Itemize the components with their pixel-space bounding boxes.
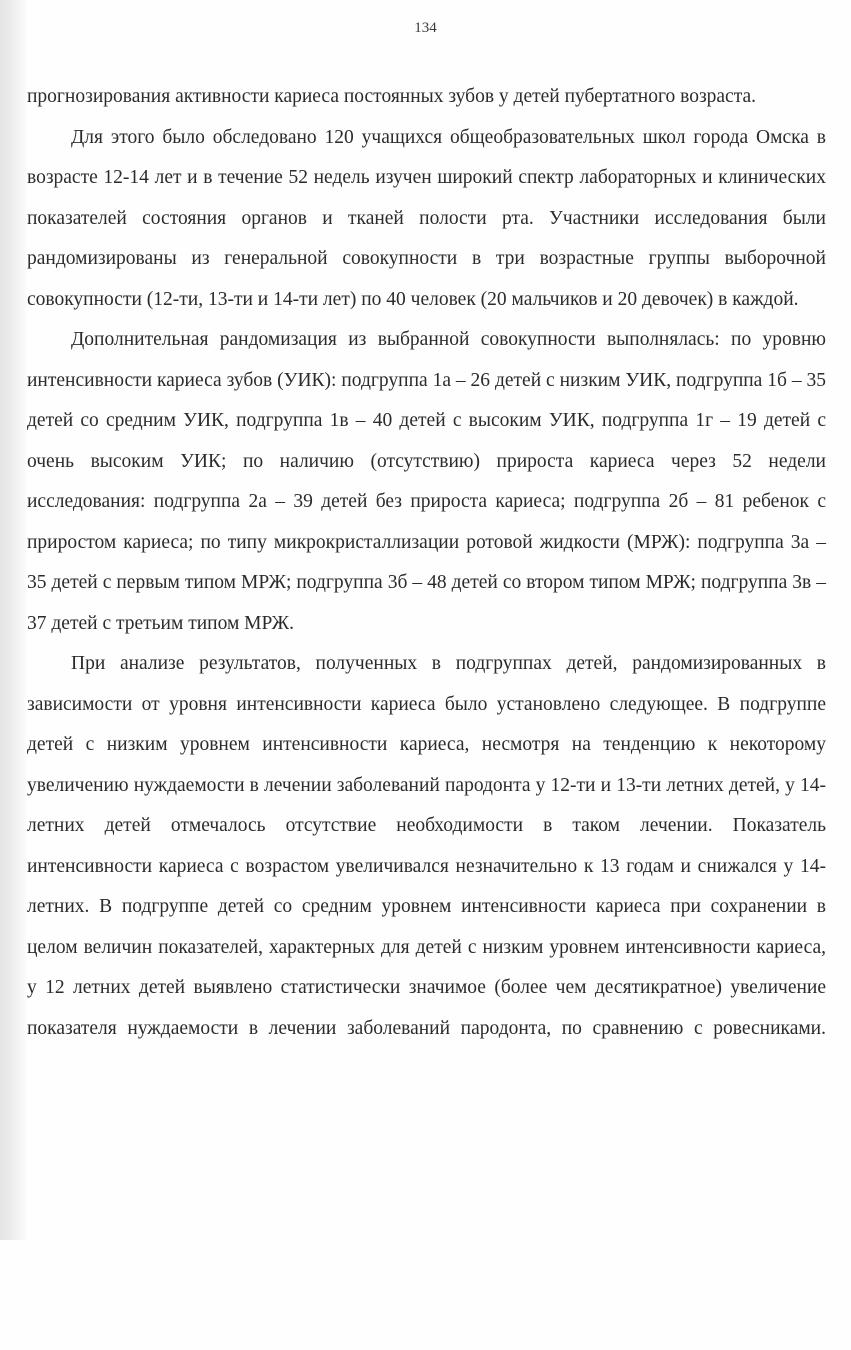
page-number: 134 <box>414 20 437 36</box>
paragraph-study-design: Для этого было обследовано 120 учащихся общеобразовательных школ города Омска в возрасте 12-14 лет и в течение 52 недель изучен широкий спектр лабораторных и клинических показателей состояния органов и тканей полости рта. Участники исследования были рандомизированы из генеральной совокупности в три возрастные группы выборочной совокупности (12-ти, 13-ти и 14-ти лет) по 40 человек (20 мальчиков и 20 девочек) в каждой. <box>27 126 826 310</box>
scan-edge-shadow <box>0 0 26 1240</box>
paragraph-continuation: прогнозирования активности кариеса постоянных зубов у детей пубертатного возраста. <box>27 86 756 107</box>
body-text <box>27 77 826 1049</box>
paragraph-results-analysis: При анализе результатов, полученных в подгруппах детей, рандомизированных в зависимости от уровня интенсивности кариеса было установлено следующее. В подгруппе детей с низким уровнем интенсивности кариеса, несмотря на тенденцию к некоторому увеличению нуждаемости в лечении заболеваний пародонта у 12-ти и 13-ти летних детей, у 14-летних детей отмечалось отсутствие необходимости в таком лечении. Показатель интенсивности кариеса с возрастом увеличивался незначительно к 13 годам и снижался у 14-летних. В подгруппе детей со средним уровнем интенсивности кариеса при сохранении в целом величин показателей, характерных для детей с низким уровнем интенсивности кариеса, у 12 летних детей выявлено статистически значимое (более чем десятикратное) увеличение показателя нуждаемости в лечении заболеваний пародонта, по сравнению с ровесниками. <box>27 653 826 1039</box>
paragraph-randomization: Дополнительная рандомизация из выбранной совокупности выполнялась: по уровню интенсивности кариеса зубов (УИК): подгруппа 1а – 26 детей с низким УИК, подгруппа 1б – 35 детей со средним УИК, подгруппа 1в – 40 детей с высоким УИК, подгруппа 1г – 19 детей с очень высоким УИК; по наличию (отсутствию) прироста кариеса через 52 недели исследования: подгруппа 2а – 39 детей без прироста кариеса; подгруппа 2б – 81 ребенок с приростом кариеса; по типу микрокристаллизации ротовой жидкости (МРЖ): подгруппа 3а – 35 детей с первым типом МРЖ; подгруппа 3б – 48 детей со втором типом МРЖ; подгруппа 3в – 37 детей с третьим типом МРЖ. <box>27 329 826 634</box>
